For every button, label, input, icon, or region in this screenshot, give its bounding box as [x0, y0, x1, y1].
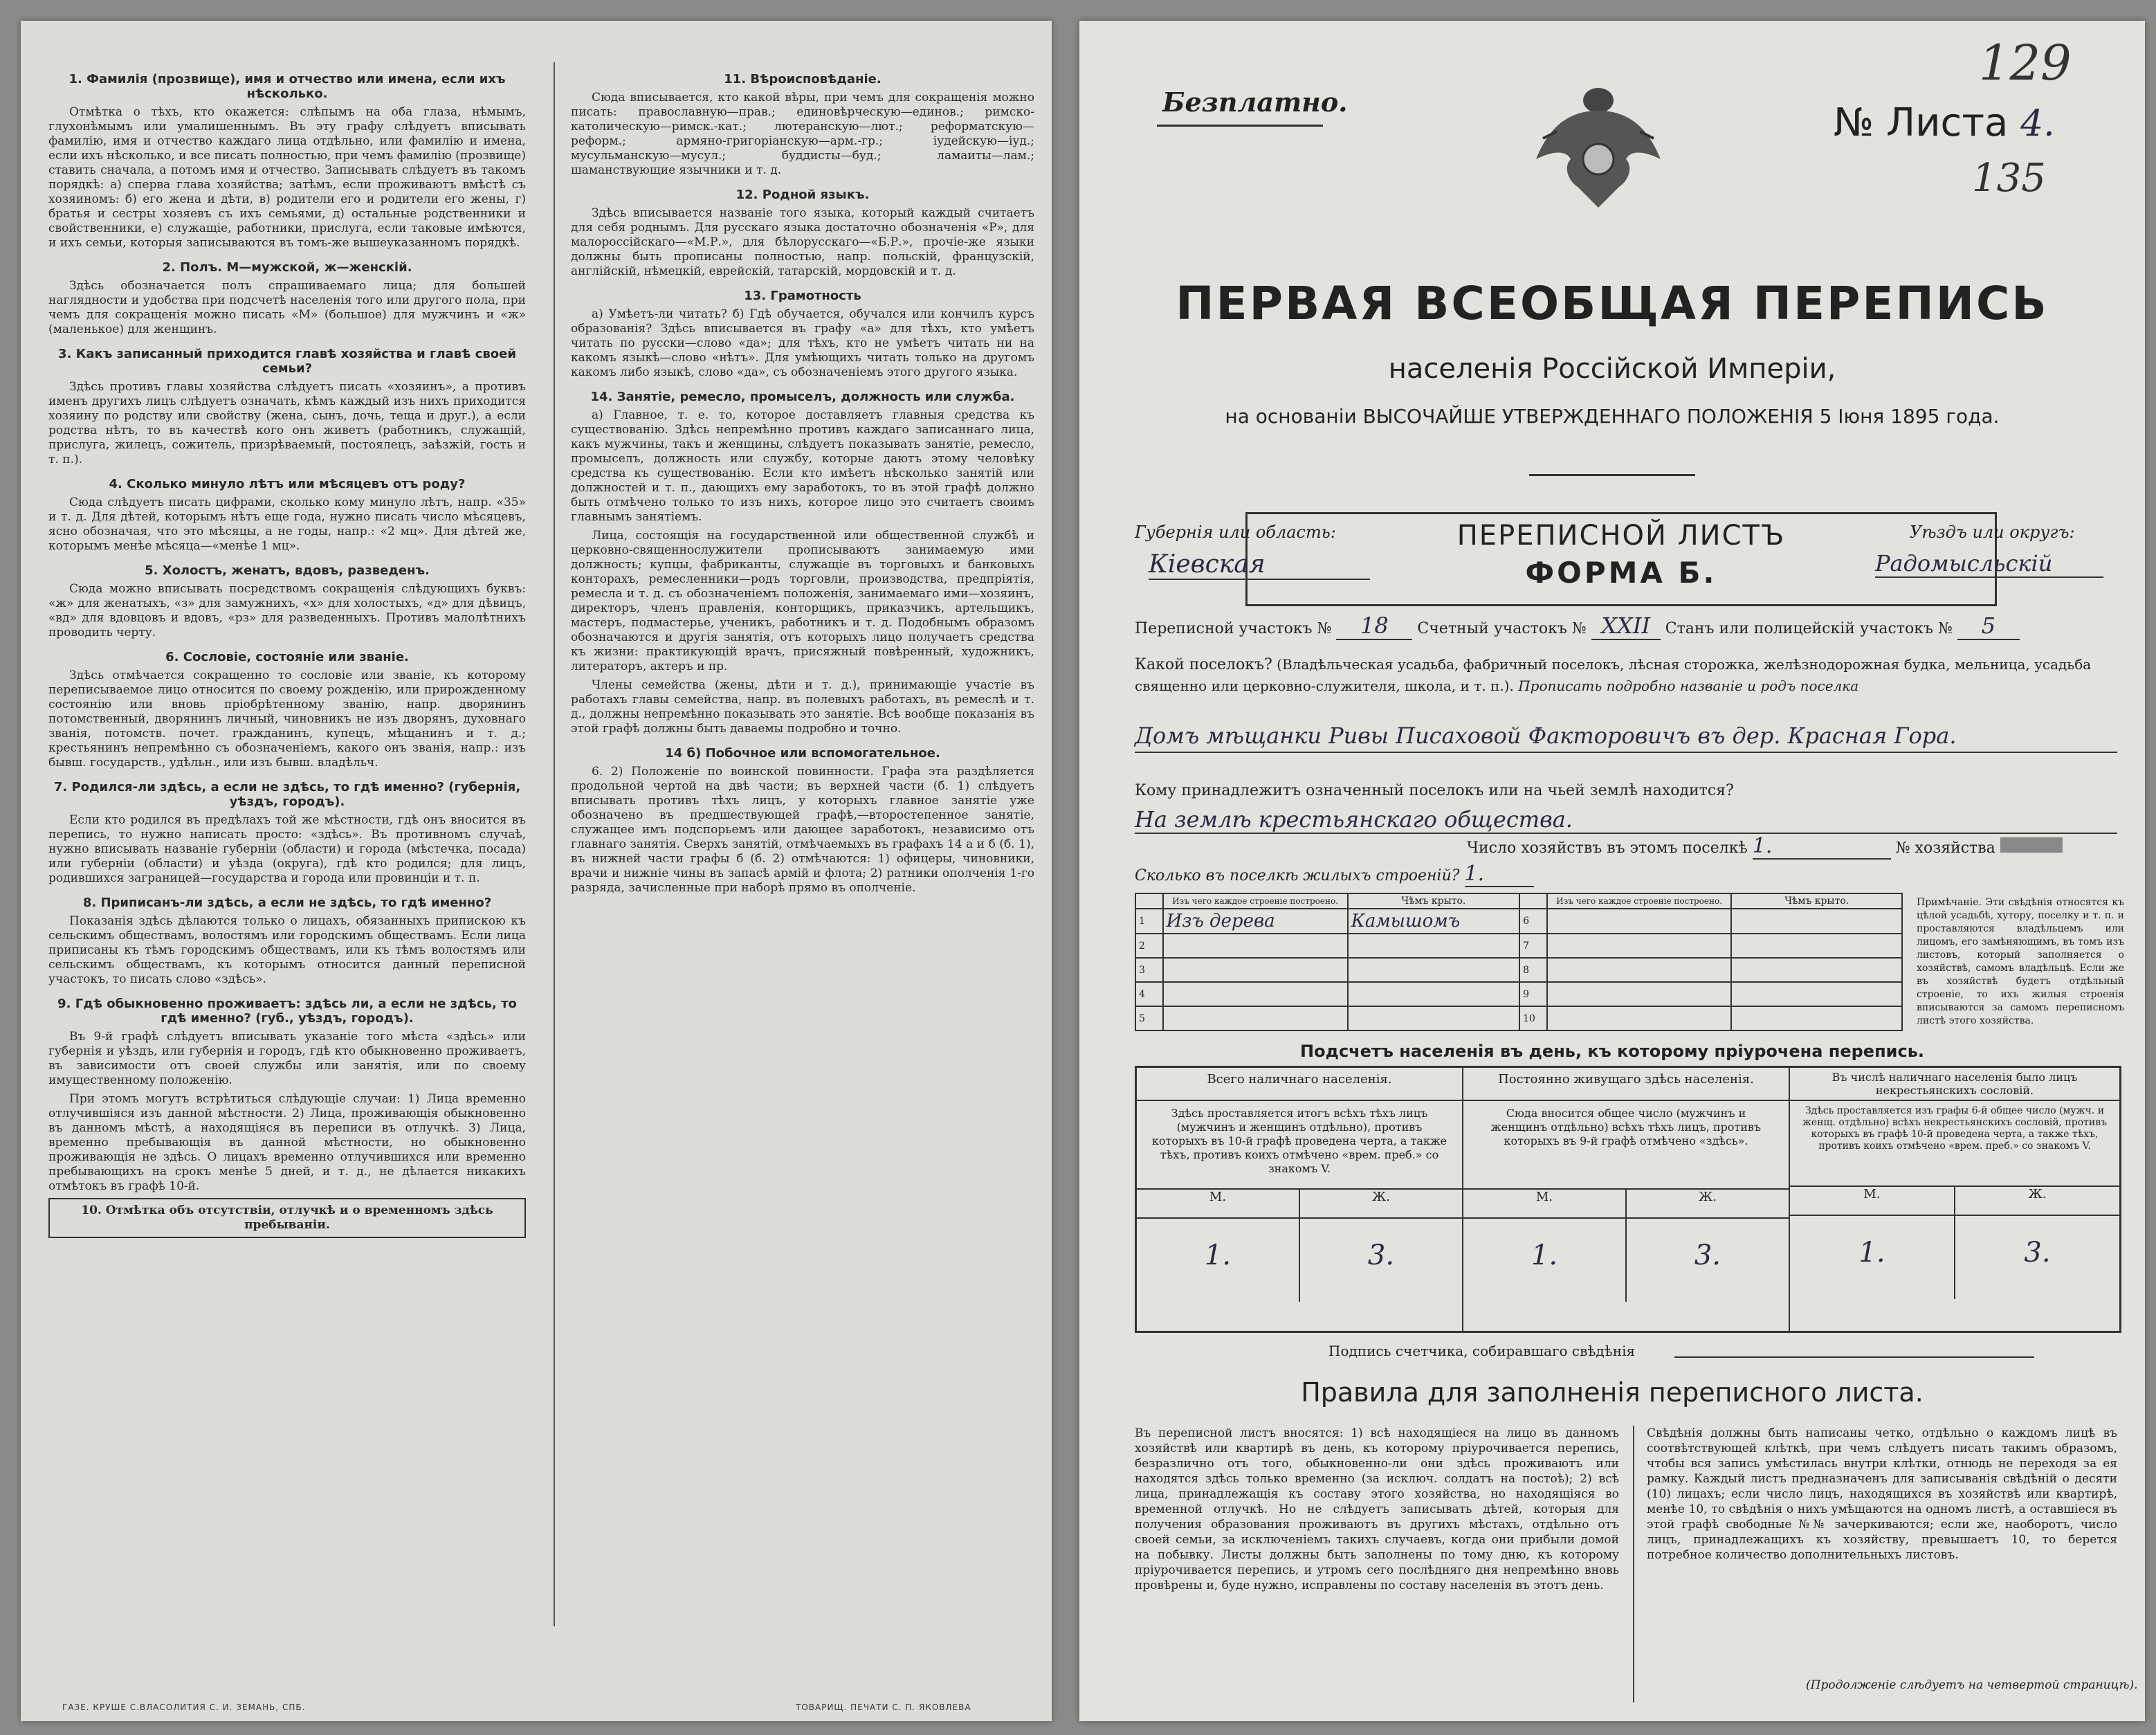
household-no-box	[2000, 837, 2063, 853]
settlement-value: Домъ мѣщанки Ривы Писаховой Факторовичъ въ дер. Красная Гора.	[1135, 720, 2117, 753]
instruction-heading: 11. Вѣроисповѣданіе.	[724, 72, 881, 87]
instruction-text: Сюда можно вписывать посредствомъ сокращенія слѣдующихъ буквъ: «ж» для женатыхъ, «з» для замужнихъ, «х» для холостыхъ, «д» для дѣвицъ, «вд» для вдовцовъ и вдовъ, «рз» для разведенныхъ. Противъ малолѣтнихъ проводить черту.	[48, 582, 526, 639]
count-col-nonpeasant: Въ числѣ наличнаго населенія было лицъ некрестьянскихъ сословій. Здѣсь проставляется изъ графы 6-й общее число (мужч. и женщ. отдѣльно) всѣхъ некрестьянскихъ сословій, противъ которыхъ въ графѣ 10-й проведена черта, а также тѣхъ, противъ коихъ отмѣчено «врем. преб.» со знакомъ V. М. Ж. 1. 3.	[1790, 1068, 2119, 1331]
instruction-heading: 7. Родился-ли здѣсь, а если не здѣсь, то гдѣ именно? (губернія, уѣздъ, городъ).	[53, 780, 521, 809]
instruction-heading: 4. Сколько минуло лѣтъ или мѣсяцевъ отъ роду?	[109, 477, 466, 491]
instruction-text: Члены семейства (жены, дѣти и т. д.), принимающіе участіе въ работахъ главы семейства, напр. въ полевыхъ работахъ, въ ремеслѣ и т. д., должны непремѣнно показывать это занятіе. Всѣ вообще показанія въ этой графѣ должны быть даваемы подробно и точно.	[571, 678, 1034, 736]
instruction-heading: 6. Сословіе, состояніе или званіе.	[165, 650, 409, 664]
title-divider	[1529, 474, 1695, 476]
instruction-heading: 5. Холостъ, женатъ, вдовъ, разведенъ.	[145, 563, 430, 578]
uezd-value: Радомысльскій	[1875, 550, 2103, 578]
instruction-text: а) Умѣетъ-ли читать? б) Гдѣ обучается, обучался или кончилъ курсъ образованія? Здѣсь вписывается въ графу «а» для тѣхъ, кто умѣетъ читать по русски—слово «да»; для тѣхъ, кто не умѣетъ читать ни на какомъ языкѣ—слово «нѣтъ». Для умѣющихъ читать только на другомъ какомъ либо языкѣ, слово «да», съ обозначеніемъ этого другого языка.	[571, 307, 1034, 379]
uezd-label: Уѣздъ или округъ:	[1910, 523, 2075, 542]
instruction-text: Показанія здѣсь дѣлаются только о лицахъ, обязанныхъ припискою къ сельскимъ обществамъ, волостямъ или городскимъ обществамъ. Если лица приписаны къ тѣмъ городскимъ обществамъ, или къ тѣмъ волостямъ или сельскимъ обществамъ, къ которымъ относится данный переписной участокъ, то писать слово «здѣсь».	[48, 914, 526, 986]
table-header-row: Изъ чего каждое строеніе построено. Чѣмъ крыто. Изъ чего каждое строеніе построено. Чѣмъ крыто.	[1135, 893, 1902, 909]
right-page	[1079, 21, 2145, 1721]
census-title: ПЕРВАЯ ВСЕОБЩАЯ ПЕРЕПИСЬ	[1176, 277, 2049, 330]
table-row: 4 9	[1135, 982, 1902, 1006]
population-count-table	[1135, 1066, 2121, 1333]
buildings-table	[1135, 893, 1903, 1031]
form-subtitle: ФОРМА Б.	[1525, 556, 1717, 590]
instruction-text: Отмѣтка о тѣхъ, кто окажется: слѣпымъ на оба глаза, нѣмымъ, глухонѣмымъ или умалишеннымъ. Въ эту графу слѣдуетъ вписывать фамилію, имя и отчество каждаго лица отдѣльно, или фамилію и имена, если ихъ нѣсколько, и все писать полностью, при чемъ фамилію (прозвище) ставить сначала, а потомъ имя и отчество. Записывать слѣдуетъ въ такомъ порядкѣ: а) сперва глава хозяйства; затѣмъ, если проживаютъ вмѣстѣ съ хозяиномъ: б) его жена и дѣти, в) родители его и родители его жены, г) братья и сестры хозяевъ съ ихъ семьями, д) остальные родственники и свойственники, е) служащіе, работники, прислуга, если таковые имѣются, и ихъ семьи, которыя записываются въ томъ-же вышеуказанномъ порядкѣ.	[48, 105, 526, 250]
instruction-text: Лица, состоящія на государственной или общественной службѣ и церковно-священнослужители прописываютъ занимаемую ими должность; купцы, фабриканты, служащіе въ торговыхъ и банковыхъ конторахъ, ремесленники—родъ торговли, производства, предпріятія, ремесла и т. д. съ обозначеніемъ положенія, занимаемаго ими—хозяинъ, директоръ, членъ правленія, конторщикъ, приказчикъ, артельщикъ, мастеръ, подмастерье, ученикъ, работникъ и т. д. Подобнымъ образомъ обозначаются и другія занятія, отъ которыхъ лицо получаетъ средства къ жизни: практикующій врачъ, присяжный повѣренный, художникъ, литераторъ, актеръ и пр.	[571, 529, 1034, 673]
census-subtitle-2: на основаніи ВЫСОЧАЙШЕ УТВЕРЖДЕННАГО ПОЛОЖЕНІЯ 5 Іюня 1895 года.	[1225, 405, 2000, 428]
owner-value: На землѣ крестьянскаго общества.	[1135, 806, 2117, 834]
households-line: Число хозяйствъ въ этомъ поселкѣ 1. № хозяйства	[1467, 834, 2117, 860]
instruction-heading: 8. Приписанъ-ли здѣсь, а если не здѣсь, то гдѣ именно?	[82, 896, 492, 910]
corner-number-2: 135	[1972, 156, 2046, 201]
buildings-value: 1.	[1465, 862, 1534, 887]
population-count-title: Подсчетъ населенія въ день, къ которому пріурочена перепись.	[1300, 1042, 1924, 1061]
nonpeasant-male-value: 1.	[1790, 1216, 1955, 1299]
rules-left-column: Въ переписной листъ вносятся: 1) всѣ находящіеся на лицо въ данномъ хозяйствѣ или квартирѣ въ день, къ которому пріурочивается перепись, безразлично отъ того, обыкновенно-ли они здѣсь проживаютъ или находятся здѣсь только временно (за исключ. солдатъ на постоѣ); 2) всѣ лица, принадлежащія къ составу этого хозяйства, но находящіяся во временной отлучкѣ. Но не слѣдуетъ записывать дѣтей, которыя для получения образования проживаютъ въ другихъ мѣстахъ, отдѣльно отъ своей семьи, за исключеніемъ такихъ случаевъ, когда они прибыли домой на побывку. Листы должны быть заполнены по тому дню, къ которому пріурочивается перепись, и утромъ сего послѣдняго дня непремѣнно вновь провѣрены и, буде нужно, исправлены по составу населенія въ этотъ день.	[1135, 1426, 1619, 1592]
resident-male-value: 1.	[1463, 1219, 1627, 1302]
instruction-text: Если кто родился въ предѣлахъ той же мѣстности, гдѣ онъ вносится въ перепись, то нужно написать просто: «здѣсь». Въ противномъ случаѣ, нужно вписывать названіе губерніи (области) и города (мѣстечка, посада) или губерніи (области) и уѣзда (округа), гдѣ кто родился; для лицъ, родившихся заграницей—государства и города или провинціи и т. п.	[48, 813, 526, 885]
section-10-box: 10. Отмѣтка объ отсутствіи, отлучкѣ и о временномъ здѣсь пребываніи.	[48, 1198, 526, 1238]
instruction-text: 6. 2) Положеніе по воинской повинности. Графа эта раздѣляется продольной чертой на двѣ части; въ верхней части (б. 1) слѣдуетъ вписывать противъ тѣхъ лицъ, у которыхъ главное занятіе уже обозначено въ предшествующей графѣ,—второстепенное занятіе, служащее имъ подспорьемъ или дающее заработокъ, независимо отъ главнаго занятія. Сверхъ занятій, отмѣчаемыхъ въ графахъ 14 а и б (б. 1), въ нижней части графы б (б. 2) отмѣчаются: 1) офицеры, чиновники, врачи и нижніе чины въ запасѣ армій и флота; 2) ратники ополченія 1-го разряда, зачисленные при наборѣ прямо въ ополченіе.	[571, 765, 1034, 895]
police-district-value: 5	[1957, 612, 2020, 640]
gubernia-label: Губернія или область:	[1135, 523, 1336, 542]
count-district-value: XXII	[1591, 612, 1661, 640]
instruction-heading: 2. Полъ. М—мужской, ж—женскій.	[162, 260, 412, 275]
table-row: 2 7	[1135, 934, 1902, 958]
instructions-column-2	[571, 62, 1034, 1640]
count-col-present: Всего наличнаго населенія. Здѣсь проставляется итогъ всѣхъ тѣхъ лицъ (мужчинъ и женщинъ отдѣльно), противъ которыхъ въ 10-й графѣ проведена черта, а также тѣхъ, противъ коихъ отмѣчено «врем. преб.» со знакомъ V. М. Ж. 1. 3.	[1137, 1068, 1463, 1331]
instruction-text: Здѣсь отмѣчается сокращенно то сословіе или званіе, къ которому переписываемое лицо относится по своему рожденію, или прирожденному состоянію или вновь пріобрѣтенному званію, напр. дворянинъ потомственный, дворянинъ личный, чиновникъ не изъ дворянъ, духовнаго званія, потомств. почет. гражданинъ, купецъ, мѣщанинъ и т. д.; крестьянинъ непремѣнно съ обозначеніемъ, какого онъ званія, напр.: изъ бывш. государств., удѣльн., или изъ бывш. владѣльч.	[48, 669, 526, 770]
instruction-text: Здѣсь противъ главы хозяйства слѣдуетъ писать «хозяинъ», а противъ именъ другихъ лицъ слѣдуетъ означать, кѣмъ каждый изъ нихъ приходится хозяину по родству или свойству (жена, сынъ, дочь, теща и друг.), а если родства нѣтъ, то въ качествѣ кого онъ живетъ (работникъ, служащій, прислуга, жилецъ, сожитель, призрѣваемый, постоялецъ, заѣзжій, гость и т. п.).	[48, 380, 526, 466]
rules-divider	[1633, 1426, 1634, 1702]
instruction-text: Здѣсь обозначается полъ спрашиваемаго лица; для большей наглядности и удобства при подсчетѣ населенія того или другого пола, при чемъ для сокращенія можно писать «М» (большое) для мужчинъ и «ж» (маленькое) для женщинъ.	[48, 279, 526, 336]
sheet-number-label: № Листа 4.	[1834, 100, 2055, 145]
corner-number-1: 129	[1979, 35, 2072, 91]
free-underline	[1157, 125, 1323, 127]
table-row: 5 10	[1135, 1006, 1902, 1030]
instruction-text: Сюда вписывается, кто какой вѣры, при чемъ для сокращенія можно писать: православную—прав.; единовѣрческую—единов.; римско-католическую—римск.-кат.; лютеранскую—лют.; реформатскую—реформ.; армяно-григоріанскую—арм.-гр.; іудейскую—іуд.; мусульманскую—мусул.; буддисты—буд.; ламаиты—лам.; шаманствующие язычники и т. д.	[571, 91, 1034, 177]
left-page	[21, 21, 1052, 1721]
owner-label: Кому принадлежитъ означенный поселокъ или на чьей землѣ находится?	[1135, 782, 1734, 799]
printer-imprint-left: ГАЗЕ. КРУШЕ С.ВЛАСОЛИТИЯ С. И. ЗЕМАНЬ, СПБ.	[62, 1702, 306, 1712]
printer-imprint-right: ТОВАРИЩ. ПЕЧАТИ С. П. ЯКОВЛЕВА	[796, 1702, 971, 1712]
free-label: Безплатно.	[1162, 87, 1348, 118]
district-line: Переписной участокъ № 18 Счетный участокъ № XXII Станъ или полицейскій участокъ № 5	[1135, 612, 2117, 640]
present-male-value: 1.	[1137, 1219, 1300, 1302]
table-row: 3 8	[1135, 958, 1902, 982]
resident-female-value: 3.	[1694, 1239, 1721, 1271]
signature-line	[1674, 1356, 2034, 1358]
instruction-heading: 14. Занятіе, ремесло, промыселъ, должность или служба.	[590, 390, 1015, 404]
sheet-number-value: 4.	[2020, 103, 2055, 145]
instruction-text: а) Главное, т. е. то, которое доставляетъ главныя средства къ существованію. Здѣсь непремѣнно противъ каждаго записаннаго лица, какъ мужчины, такъ и женщины, слѣдуетъ показывать занятіе, ремесло, промыселъ, должность или службу, которые даютъ этому человѣку средства къ существованію. Если кто имѣетъ нѣсколько занятій или должностей и т. п., дающихъ ему заработокъ, то въ этой графѣ должно быть отмѣчено только то изъ нихъ, которое лицо это считаетъ своимъ главнымъ занятіемъ.	[571, 408, 1034, 524]
form-title: ПЕРЕПИСНОЙ ЛИСТЪ	[1456, 520, 1786, 552]
instruction-heading: 3. Какъ записанный приходится главѣ хозяйства и главѣ своей семьи?	[58, 347, 516, 376]
buildings-note: Примѣчаніе. Эти свѣдѣнія относятся къ цѣлой усадьбѣ, хутору, поселку и т. п. и проставляются владѣльцемъ или лицомъ, его замѣняющимъ, въ томъ изъ листовъ, который заполняется о хозяйствѣ, самомъ владѣльцѣ. Если же въ хозяйствѣ будетъ отдѣльный строеніе, то ихъ жилыя строенія вписываются за самомъ переписномъ листѣ этого хозяйства.	[1917, 897, 2124, 1026]
instruction-heading: 12. Родной языкъ.	[736, 188, 870, 202]
instructions-column-1	[48, 62, 526, 1640]
enumerator-signature-label: Подпись счетчика, собиравшаго свѣдѣнія	[1328, 1343, 1636, 1359]
rules-continued: (Продолженіе слѣдуетъ на четвертой страницѣ).	[1806, 1678, 2138, 1692]
instruction-heading: 9. Гдѣ обыкновенно проживаетъ: здѣсь ли, а если не здѣсь, то гдѣ именно? (губ., уѣздъ, городъ).	[57, 997, 517, 1026]
census-district-value: 18	[1336, 612, 1412, 640]
table-row: 1 Изъ дерева Камышомъ 6	[1135, 909, 1902, 934]
instruction-text: Сюда слѣдуетъ писать цифрами, сколько кому минуло лѣтъ, напр. «35» и т. д. Для дѣтей, которымъ нѣтъ еще года, нужно писать число мѣсяцевъ, ясно обозначая, что это мѣсяцы, а не годы, напр.: «2 мц». Для дѣтей же, которымъ менѣе мѣсяца—«менѣе 1 мц».	[48, 496, 526, 553]
households-value: 1.	[1753, 834, 1891, 860]
census-subtitle: населенія Россійской Имперіи,	[1388, 353, 1836, 385]
instruction-heading: 14 б) Побочное или вспомогательное.	[665, 746, 940, 761]
buildings-line: Сколько въ поселкѣ жилыхъ строеній? 1.	[1135, 862, 1534, 887]
instruction-heading: 1. Фамилія (прозвище), имя и отчество или имена, если ихъ нѣсколько.	[68, 72, 506, 101]
instruction-text: Здѣсь вписывается названіе того языка, который каждый считаетъ для себя роднымъ. Для русскаго языка достаточно обозначенія «Р», для малороссійскаго—«М.Р.», для бѣлорусскаго—«Б.Р.», прочіе-же языки должны быть прописаны полностью, напр. польскій, французскій, англійскій, нѣмецкій, еврейскій, татарскій, мордовскій и т. д.	[571, 206, 1034, 278]
instruction-heading: 13. Грамотность	[744, 289, 861, 303]
nonpeasant-female-value: 3.	[2024, 1237, 2051, 1269]
settlement-block: Какой поселокъ? (Владѣльческая усадьба, фабричный поселокъ, лѣсная сторожка, желѣзнодорожная будка, мельница, усадьба священно или церковно-служителя, школа, и т. п.). Прописать подробно названіе и родъ поселка	[1135, 656, 2092, 694]
instruction-text: При этомъ могутъ встрѣтиться слѣдующіе случаи: 1) Лица временно отлучившіяся изъ данной мѣстности. 2) Лица, проживающія обыкновенно въ данномъ мѣстѣ, а находящіяся въ переписи въ отлучкѣ. 3) Лица, временно пребывающія въ данной мѣстности, но обыкновенно проживающія не здѣсь. О лицахъ временно отлучившихся или временно пребывающихъ на срокъ менѣе 5 дней, и т. д., не дѣлается никакихъ отмѣтокъ въ графѣ 10-й.	[48, 1092, 526, 1193]
rules-title: Правила для заполненія переписного листа.	[1301, 1377, 1924, 1408]
present-female-value: 3.	[1367, 1239, 1395, 1271]
imperial-eagle-emblem	[1529, 69, 1668, 215]
column-divider	[554, 62, 555, 1626]
instruction-text: Въ 9-й графѣ слѣдуетъ вписывать указаніе того мѣста «здѣсь» или губернія и уѣздъ, или губернія и городъ, гдѣ кто обыкновенно проживаетъ, въ зависимости отъ своей службы или занятія, или по своему имущественному положенію.	[48, 1030, 526, 1087]
count-col-resident: Постоянно живущаго здѣсь населенія. Сюда вносится общее число (мужчинъ и женщинъ отдѣльно) всѣхъ тѣхъ лицъ, противъ которыхъ въ 9-й графѣ отмѣчено «здѣсь». М. Ж. 1. 3.	[1463, 1068, 1790, 1331]
rules-right-column: Свѣдѣнія должны быть написаны четко, отдѣльно о каждомъ лицѣ въ соотвѣтствующей клѣткѣ, при чемъ слѣдуетъ писать такимъ образомъ, чтобы вся запись умѣстилась внутри клѣтки, отнюдь не переходя за ея рамку. Каждый листъ предназначенъ для записыванія свѣдѣній о десяти (10) лицахъ; если число лицъ, находящихся въ хозяйствѣ или квартирѣ, менѣе 10, то свѣдѣнія о нихъ умѣщаются на одномъ листѣ, а оставшіеся въ этой графѣ свободные №№ зачеркиваются; если же, наоборотъ, число лицъ, принадлежащихъ къ хозяйству, превышаетъ 10, то берется потребное количество дополнительныхъ листовъ.	[1647, 1426, 2117, 1562]
gubernia-value: Кіевская	[1149, 550, 1370, 580]
